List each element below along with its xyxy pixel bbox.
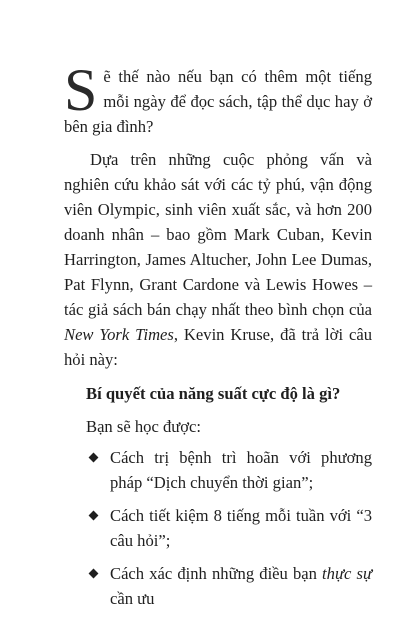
drop-cap: S [64, 57, 98, 123]
learn-label: Bạn sẽ học được: [86, 417, 201, 436]
body-text-part1: Dựa trên những cuộc phỏng vấn và nghiên cứu khảo sát với các tỷ phú, vận động viên Olympic, sinh viên xuất sắc, và hơn 200 doanh nhân – bao gồm Mark Cuban, Kevin Harrington, James Altucher, John Lee Dumas, Pat Flynn, Grant Cardone và Lewis Howes – tác giả sách bán chạy nhất theo bình chọn của [64, 150, 372, 319]
body-paragraph [64, 147, 372, 372]
bullet-text-before: Cách xác định những điều bạn [110, 564, 323, 583]
bullet-list [64, 445, 372, 611]
body-text-part2: , Kevin Kruse, đã trả lời câu hỏi này: [64, 325, 372, 369]
intro-text: ẽ thế nào nếu bạn có thêm một tiếng mỗi ngày để đọc sách, tập thể dục hay ở bên gia đình? [64, 67, 372, 136]
diamond-bullet-icon [89, 569, 99, 579]
diamond-bullet-icon [89, 453, 99, 463]
list-item [64, 445, 372, 495]
bullet-text-after: cần ưu [110, 589, 155, 608]
subheading: Bí quyết của năng suất cực độ là gì? [86, 384, 341, 403]
diamond-bullet-icon [89, 511, 99, 521]
list-item [64, 561, 372, 611]
bullet-text: Cách tiết kiệm 8 tiếng mỗi tuần với “3 câu hỏi”; [110, 506, 372, 550]
bullet-text-italic: thực sự [322, 564, 372, 583]
book-title-italic: New York Times [64, 325, 174, 344]
intro-paragraph [64, 57, 372, 139]
bullet-text: Cách trị bệnh trì hoãn với phương pháp “Dịch chuyển thời gian”; [110, 448, 372, 492]
text-column [64, 57, 372, 619]
list-item [64, 503, 372, 553]
